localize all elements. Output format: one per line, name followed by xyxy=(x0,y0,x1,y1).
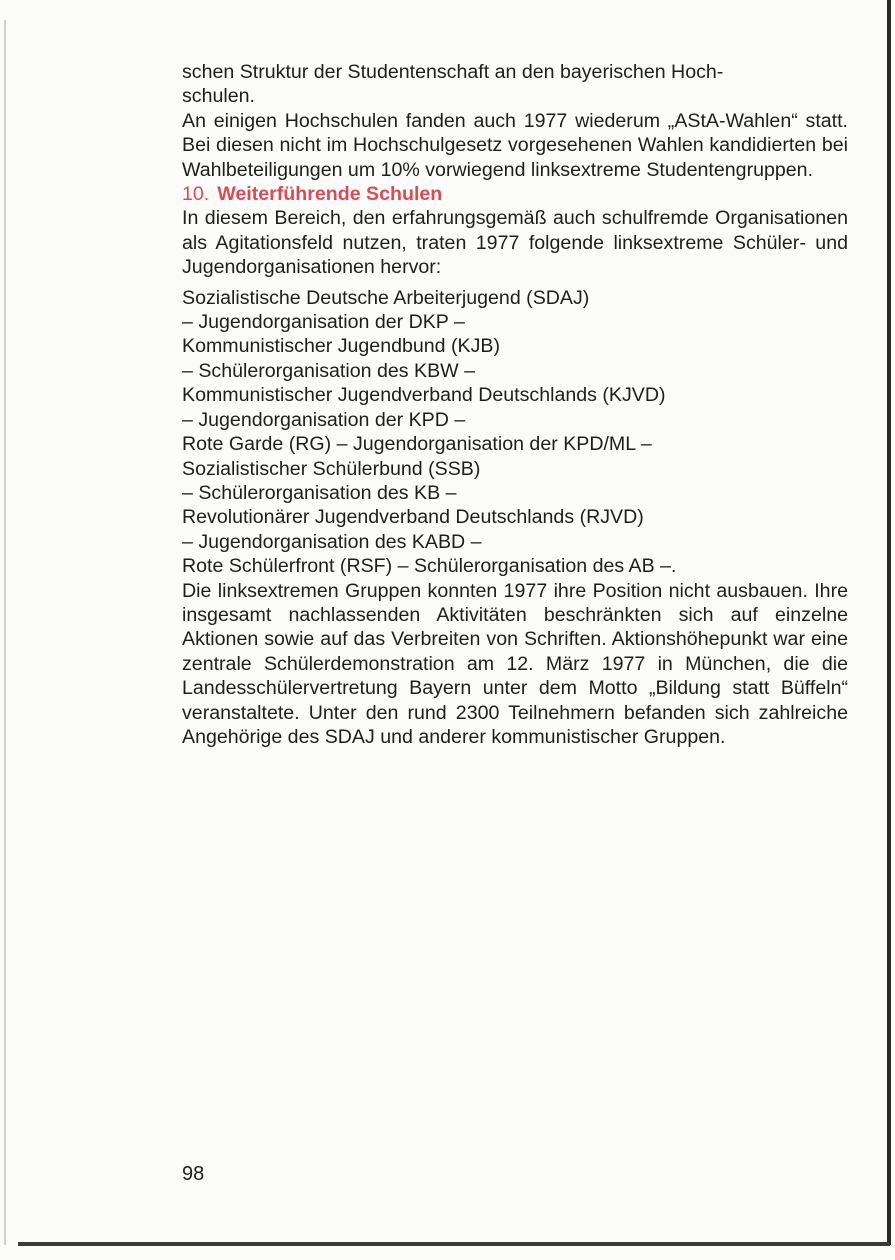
intro-paragraph xyxy=(182,60,848,109)
page-number: 98 xyxy=(182,1163,205,1185)
organization-item xyxy=(182,432,848,456)
section-number: 10. xyxy=(182,183,210,206)
organization-name: Sozialistische Deutsche Arbeiterjugend (SDAJ) xyxy=(182,286,590,309)
organization-name: Rote Garde (RG) – Jugendorganisation der KPD/ML – xyxy=(182,433,652,456)
organization-item xyxy=(182,286,848,335)
page-edge-bottom xyxy=(18,1242,890,1246)
section-intro-paragraph: In diesem Bereich, den erfahrungsgemäß auch schulfremde Organisationen als Agitationsfeld nutzen, traten 1977 folgende linksextreme Schüler- und Jugendorganisationen hervor: xyxy=(182,207,848,279)
asta-paragraph: An einigen Hochschulen fanden auch 1977 wiederum „AStA-Wahlen“ statt. Bei diesen nicht im Hochschulgesetz vorgesehenen Wahlen kandidierten bei Wahlbeteiligungen um 10% vorwiegend linksextreme Studentengruppen. xyxy=(182,109,848,181)
organization-item xyxy=(182,457,848,506)
organization-role: – Jugendorganisation der DKP – xyxy=(182,311,465,334)
page-content xyxy=(182,60,848,749)
organization-role: – Schülerorganisation des KB – xyxy=(182,481,457,504)
organization-name: Kommunistischer Jugendverband Deutschlands (KJVD) xyxy=(182,384,666,407)
organization-list xyxy=(182,286,848,579)
organization-item xyxy=(182,505,848,554)
organization-name: Sozialistischer Schülerbund (SSB) xyxy=(182,457,481,480)
intro-line-1: schen Struktur der Studentenschaft an den bayerischen Hoch- xyxy=(182,61,724,83)
closing-paragraph: Die linksextremen Gruppen konnten 1977 ihre Position nicht ausbauen. Ihre insgesamt nachlassenden Aktivitäten beschränkten sich auf einzelne Aktionen sowie auf das Verbreiten von Schriften. Aktionshöhepunkt war eine zentrale Schülerdemonstration am 12. März 1977 in München, die die Landesschülervertretung Bayern unter dem Motto „Bildung statt Büffeln“ veranstaltete. Unter den rund 2300 Teilnehmern befanden sich zahlreiche Angehörige des SDAJ und anderer kommunistischer Gruppen. xyxy=(182,579,848,748)
section-title: Weiterführende Schulen xyxy=(217,183,443,206)
organization-name: Kommunistischer Jugendbund (KJB) xyxy=(182,335,501,358)
section-heading xyxy=(182,182,848,206)
organization-name: Revolutionärer Jugendverband Deutschlands (RJVD) xyxy=(182,506,644,529)
organization-role: – Jugendorganisation des KABD – xyxy=(182,530,482,553)
page-edge-right xyxy=(887,0,891,1245)
organization-item xyxy=(182,383,848,432)
organization-name: Rote Schülerfront (RSF) – Schülerorganisation des AB –. xyxy=(182,555,677,578)
intro-line-2: schulen. xyxy=(182,85,255,108)
organization-role: – Schülerorganisation des KBW – xyxy=(182,359,475,382)
organization-role: – Jugendorganisation der KPD – xyxy=(182,408,466,431)
organization-item xyxy=(182,334,848,383)
organization-item xyxy=(182,554,848,578)
page-edge-left xyxy=(4,20,6,1245)
